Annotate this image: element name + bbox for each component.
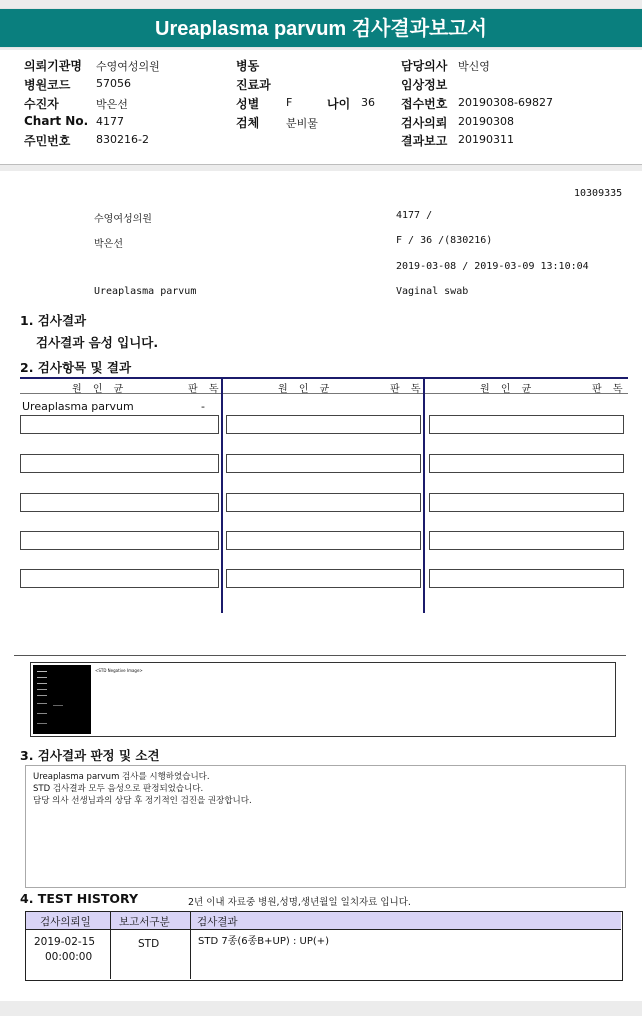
request-value: 20190308	[458, 115, 514, 128]
history-type: STD	[138, 938, 160, 950]
section-1-title: 1. 검사결과	[20, 313, 87, 328]
ward-label: 병동	[236, 59, 260, 73]
print-sex-age: F / 36 /(830216)	[396, 235, 493, 246]
print-patient: 박은선	[94, 239, 123, 250]
hospital-code-label: 병원코드	[24, 78, 71, 92]
sex-label: 성별	[236, 97, 260, 111]
report-page	[0, 171, 642, 1001]
specimen-value: 분비물	[286, 117, 318, 130]
col-pathogen-header-2: 원 인 균	[278, 384, 334, 395]
result-cell	[429, 454, 624, 473]
result-cell	[429, 493, 624, 512]
result-pathogen: Ureaplasma parvum	[22, 400, 134, 413]
result-summary: 검사결과 음성 입니다.	[36, 335, 159, 350]
opinion-box	[25, 765, 626, 888]
result-judgement: -	[201, 400, 205, 413]
opinion-line-3: 담당 의사 선생님과의 상담 후 정기적인 검진을 권장합니다.	[33, 796, 252, 806]
col-judgement-header-2: 판 독	[390, 384, 425, 395]
result-cell	[226, 415, 421, 434]
report-title: Ureaplasma parvum 검사결과보고서	[0, 8, 642, 48]
section-4-title: 4. TEST HISTORY	[20, 891, 139, 906]
history-col-result: 검사결과	[197, 916, 238, 928]
result-cell	[20, 415, 219, 434]
opinion-line-2: STD 검사결과 모두 음성으로 판정되었습니다.	[33, 784, 204, 794]
history-header-row	[26, 912, 621, 930]
result-report-label: 결과보고	[401, 134, 448, 148]
age-value: 36	[361, 96, 375, 109]
table-col-divider-1	[221, 377, 223, 613]
col-judgement-header-3: 판 독	[592, 384, 627, 395]
history-result: STD 7종(6종B+UP) : UP(+)	[198, 936, 330, 947]
result-cell	[226, 531, 421, 550]
gel-image	[33, 665, 91, 734]
institution-label: 의뢰기관명	[24, 59, 82, 73]
patient-value: 박은선	[96, 98, 128, 111]
result-cell	[226, 454, 421, 473]
history-note: 2년 이내 자료중 병원,성명,생년월일 일치자료 입니다.	[188, 897, 411, 908]
col-pathogen-header-3: 원 인 균	[480, 384, 536, 395]
header-info	[0, 50, 642, 165]
patient-label: 수진자	[24, 97, 59, 111]
col-judgement-header-1: 판 독	[188, 384, 223, 395]
result-cell	[20, 569, 219, 588]
doctor-label: 담당의사	[401, 59, 448, 73]
col-pathogen-header-1: 원 인 균	[72, 384, 128, 395]
reception-value: 20190308-69827	[458, 96, 553, 109]
doctor-value: 박신영	[458, 60, 490, 73]
table-col-divider-2	[423, 377, 425, 613]
result-cell	[429, 415, 624, 434]
section-2-title: 2. 검사항목 및 결과	[20, 360, 132, 375]
print-clinic: 수영여성의원	[94, 214, 152, 225]
result-cell	[20, 454, 219, 473]
gel-image-frame	[30, 662, 616, 737]
history-col-date: 검사의뢰일	[40, 916, 91, 928]
history-table	[25, 911, 623, 981]
id-value: 830216-2	[96, 133, 149, 146]
document-number: 10309335	[574, 188, 623, 199]
section-3-title: 3. 검사결과 판정 및 소견	[20, 748, 160, 763]
history-col-type: 보고서구분	[119, 916, 170, 928]
result-cell	[20, 531, 219, 550]
result-report-value: 20190311	[458, 133, 514, 146]
sex-value: F	[286, 96, 293, 109]
chart-label: Chart No.	[24, 114, 89, 128]
age-label: 나이	[327, 97, 351, 111]
hospital-code-value: 57056	[96, 77, 131, 90]
print-test-name: Ureaplasma parvum	[94, 286, 197, 297]
history-time: 00:00:00	[45, 951, 93, 963]
print-chart: 4177 /	[396, 210, 433, 221]
opinion-line-1: Ureaplasma parvum 검사를 시행하였습니다.	[33, 772, 210, 782]
result-cell	[429, 531, 624, 550]
dept-label: 진료과	[236, 78, 271, 92]
print-specimen: Vaginal swab	[396, 286, 469, 297]
section-separator	[14, 655, 626, 656]
reception-label: 접수번호	[401, 97, 448, 111]
id-label: 주민번호	[24, 134, 71, 148]
institution-value: 수영여성의원	[96, 60, 160, 73]
gel-image-caption: <STD Negative Image>	[95, 668, 143, 673]
result-cell	[429, 569, 624, 588]
result-cell	[20, 493, 219, 512]
history-date: 2019-02-15	[34, 936, 96, 948]
specimen-label: 검체	[236, 116, 260, 130]
result-cell	[226, 493, 421, 512]
print-dates: 2019-03-08 / 2019-03-09 13:10:04	[396, 261, 589, 272]
clinical-label: 임상정보	[401, 78, 448, 92]
table-top-rule	[20, 377, 628, 379]
result-cell	[226, 569, 421, 588]
request-label: 검사의뢰	[401, 116, 448, 130]
chart-value: 4177	[96, 115, 124, 128]
